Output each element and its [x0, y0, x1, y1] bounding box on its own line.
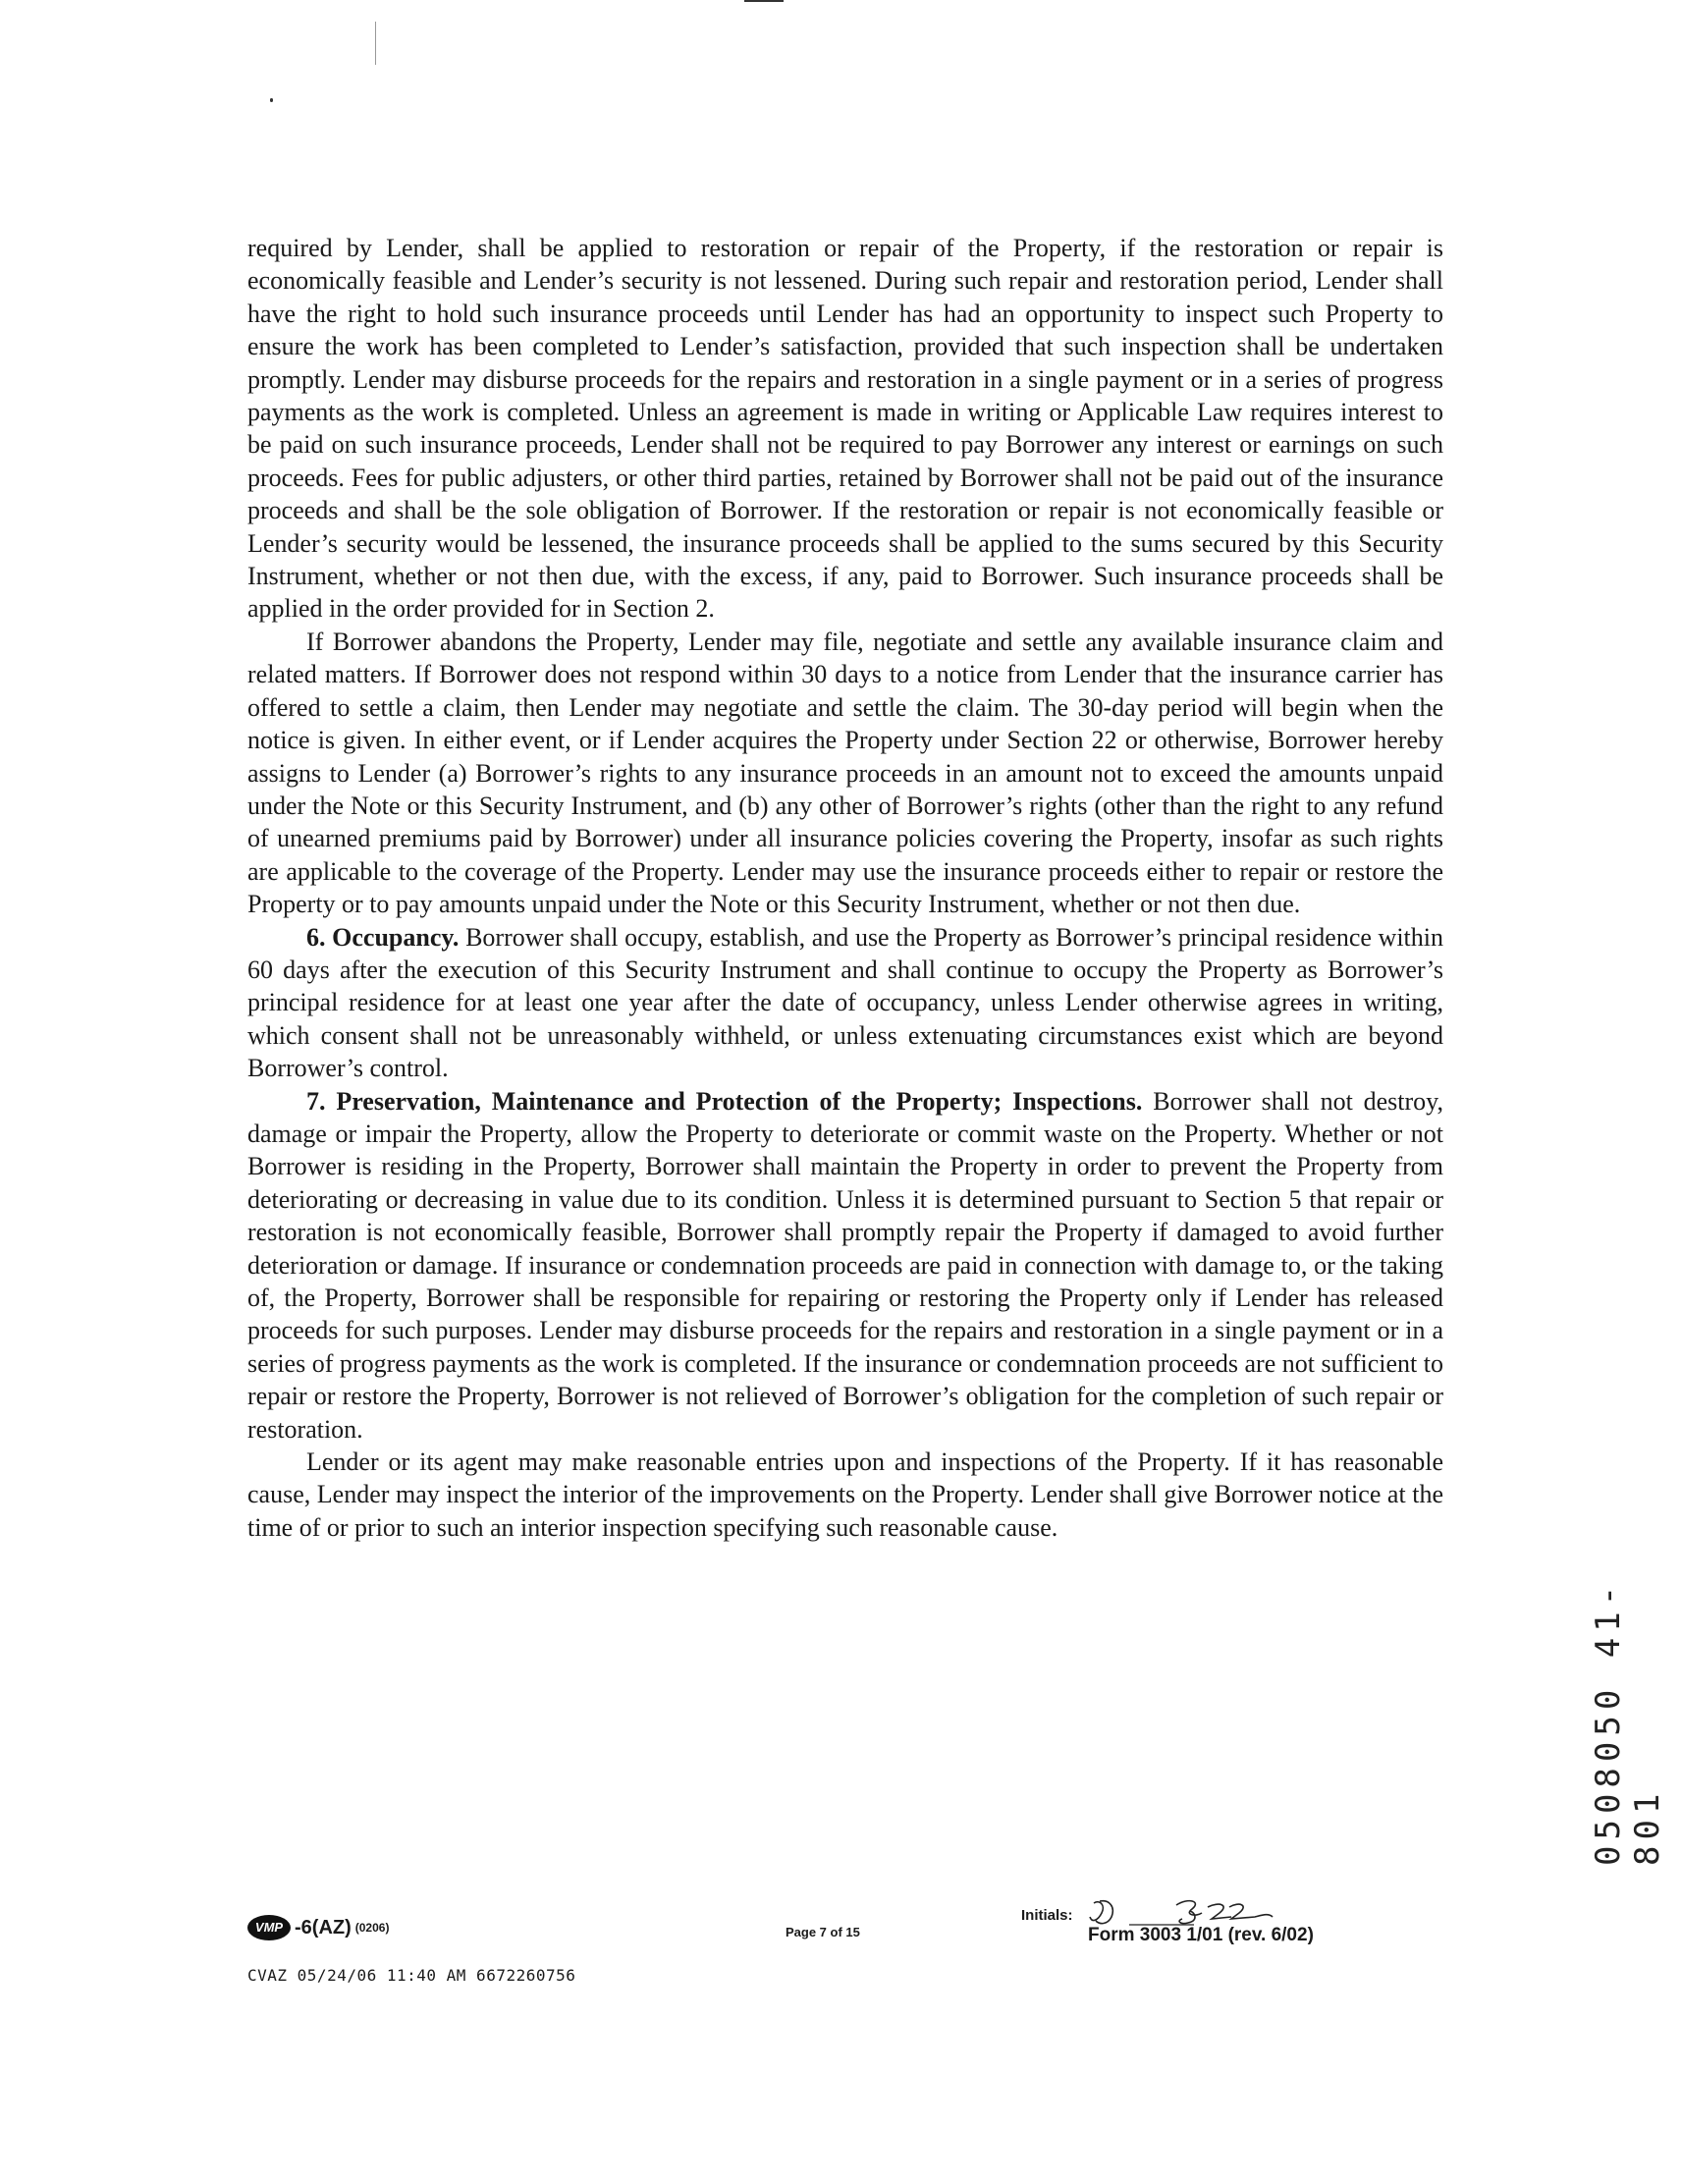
- paragraph-text: Borrower shall not destroy, damage or impair the Property, allow the Property to deteriorate or commit waste on the Property. Whether or not Borrower is residing in the Property, Borrower shall maintain the Property in order to prevent the Property from deteriorating or decreasing in value due to its condition. Unless it is determined pursuant to Section 5 that repair or restoration is not economically feasible, Borrower shall promptly repair the Property if damaged to avoid further deterioration or damage. If insurance or condemnation proceeds are paid in connection with damage to, or the taking of, the Property, Borrower shall be responsible for repairing or restoring the Property only if Lender has released proceeds for such purposes. Lender may disburse proceeds for the repairs and restoration in a single payment or in a series of progress payments as the work is completed. If the insurance or condemnation proceeds are not sufficient to repair or restore the Property, Borrower is not relieved of Borrower’s obligation for the completion of such repair or restoration.: [247, 1086, 1443, 1444]
- paragraph-text: If Borrower abandons the Property, Lender may file, negotiate and settle any available insurance claim and related matters. If Borrower does not respond within 30 days to a notice from Lender that the insurance carrier has offered to settle a claim, then Lender may negotiate and settle the claim. The 30-day period will begin when the notice is given. In either event, or if Lender acquires the Property under Section 22 or otherwise, Borrower hereby assigns to Lender (a) Borrower’s rights to any insurance proceeds in an amount not to exceed the amounts unpaid under the Note or this Security Instrument, and (b) any other of Borrower’s rights (other than the right to any refund of unearned premiums paid by Borrower) under all insurance policies covering the Property, insofar as such rights are applicable to the coverage of the Property. Lender may use the insurance proceeds either to repair or restore the Property or to pay amounts unpaid under the Note or this Security Instrument, whether or not then due.: [247, 627, 1443, 919]
- vmp-logo: VMP: [247, 1915, 291, 1940]
- initials-label: Initials:: [1021, 1907, 1073, 1924]
- form-code: -6(AZ): [295, 1916, 352, 1938]
- form-code-version: (0206): [354, 1921, 390, 1935]
- page-number: Page 7 of 15: [786, 1925, 860, 1939]
- print-stamp: CVAZ 05/24/06 11:40 AM 6672260756: [247, 1966, 576, 1985]
- section-heading-preservation: 7. Preservation, Maintenance and Protection of the Property; Inspections.: [306, 1086, 1143, 1116]
- paragraph-preservation: [247, 1085, 1443, 1446]
- scan-dot: [270, 98, 273, 102]
- scan-mark-vertical: [375, 22, 376, 65]
- body-text: [247, 232, 1443, 1544]
- paragraph-insurance-proceeds: [247, 232, 1443, 626]
- paragraph-abandonment: [247, 626, 1443, 921]
- paragraph-text: Borrower shall occupy, establish, and use the Property as Borrower’s principal residence within 60 days after the execution of this Security Instrument and shall continue to occupy the Property as Borrower’s principal residence for at least one year after the date of occupancy, unless Lender otherwise agrees in writing, which consent shall not be unreasonably withheld, or unless extenuating circumstances exist which are beyond Borrower’s control.: [247, 922, 1443, 1083]
- paragraph-occupancy: [247, 921, 1443, 1085]
- paragraph-text: Lender or its agent may make reasonable entries upon and inspections of the Property. If it has reasonable cause, Lender may inspect the interior of the improvements on the Property. Lender shall give Borrower notice at the time of or prior to such an interior inspection specifying such reasonable cause.: [247, 1447, 1443, 1542]
- form-id: [247, 1915, 640, 1940]
- form-number: Form 3003 1/01 (rev. 6/02): [1088, 1925, 1314, 1945]
- paragraph-inspections: [247, 1446, 1443, 1544]
- scan-mark-top: [744, 0, 784, 2]
- section-heading-occupancy: 6. Occupancy.: [306, 922, 460, 952]
- paragraph-text: required by Lender, shall be applied to restoration or repair of the Property, if the restoration or repair is economically feasible and Lender’s security is not lessened. During such repair and restoration period, Lender shall have the right to hold such insurance proceeds until Lender has had an opportunity to inspect such Property to ensure the work has been completed to Lender’s satisfaction, provided that such inspection shall be undertaken promptly. Lender may disburse proceeds for the repairs and restoration in a single payment or in a series of progress payments as the work is completed. Unless an agreement is made in writing or Applicable Law requires interest to be paid on such insurance proceeds, Lender shall not be required to pay Borrower any interest or earnings on such proceeds. Fees for public adjusters, or other third parties, retained by Borrower shall not be paid out of the insurance proceeds and shall be the sole obligation of Borrower. If the restoration or repair is not economically feasible or Lender’s security would be lessened, the insurance proceeds shall be applied to the sums secured by this Security Instrument, whether or not then due, with the excess, if any, paid to Borrower. Such insurance proceeds shall be applied in the order provided for in Section 2.: [247, 234, 1443, 624]
- side-stamp: 0508050 41-801: [1589, 1579, 1667, 1866]
